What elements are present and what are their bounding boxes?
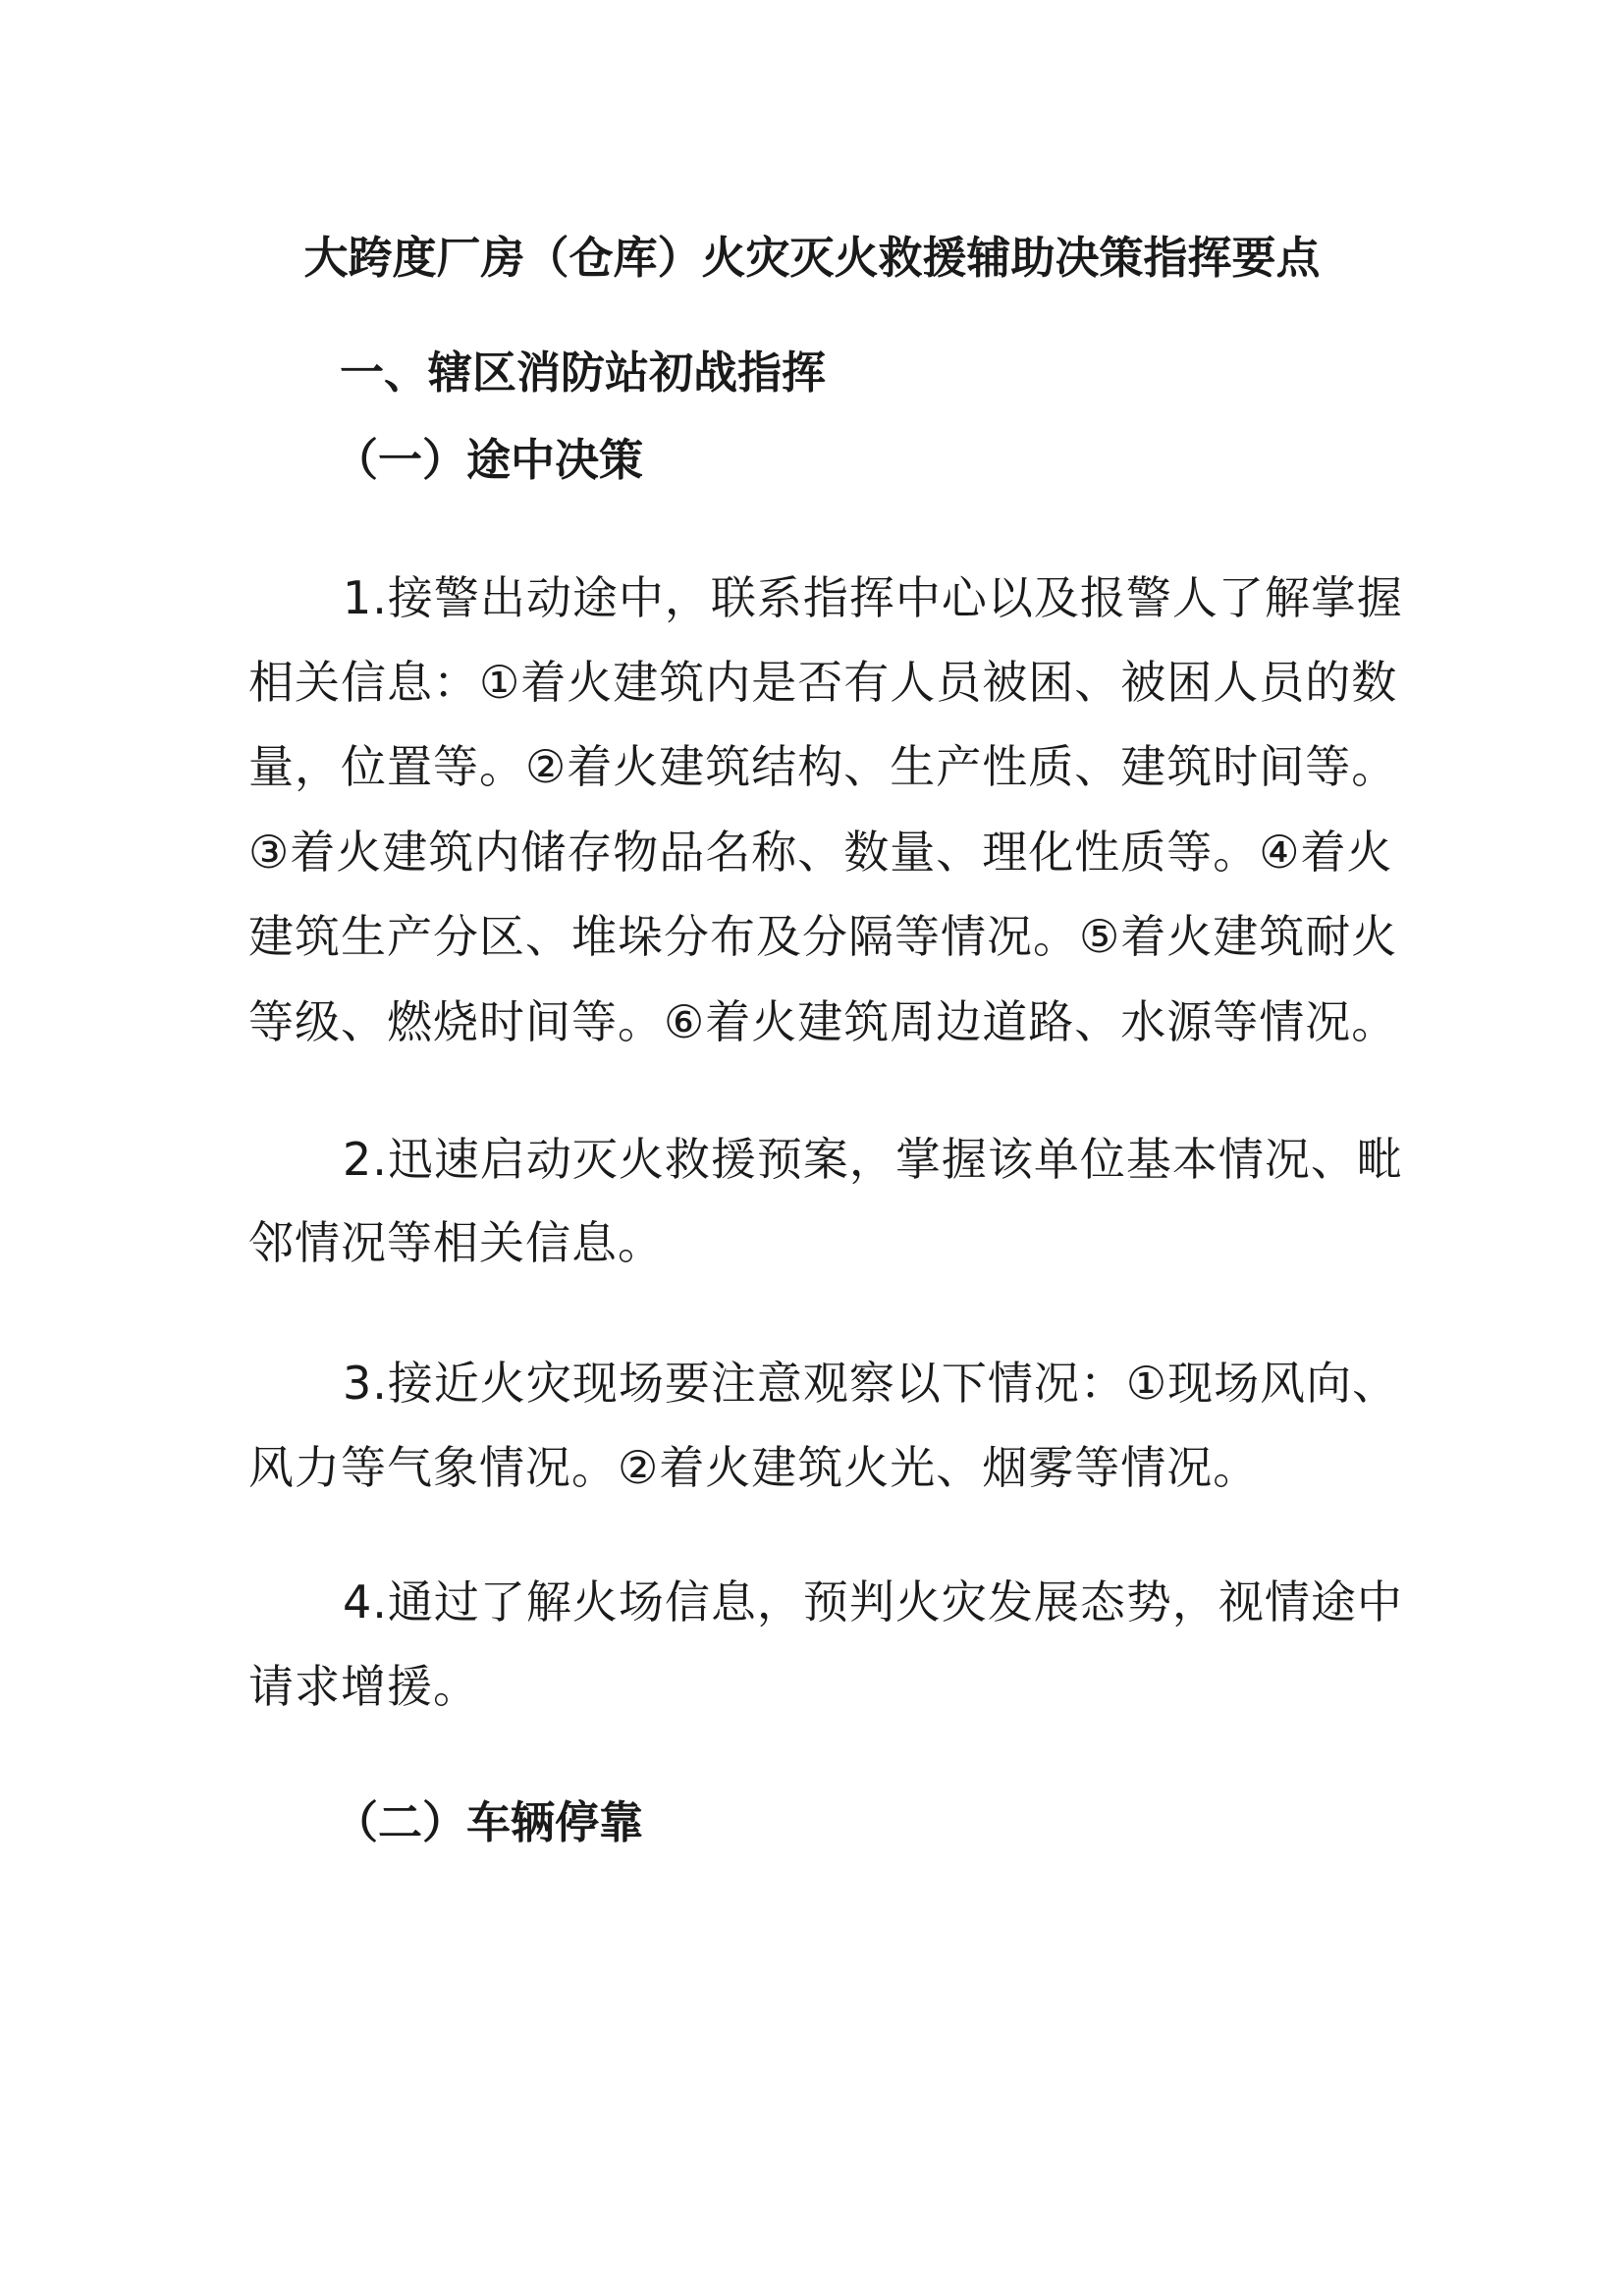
paragraph-line: 量，位置等。②着火建筑结构、生产性质、建筑时间等。: [248, 740, 1398, 793]
paragraph-line: 相关信息：①着火建筑内是否有人员被困、被困人员的数: [248, 656, 1398, 709]
subsection-heading-2: （二）车辆停靠: [334, 1796, 644, 1848]
paragraph-line: 请求增援。: [248, 1660, 479, 1713]
paragraph-line: 风力等气象情况。②着火建筑火光、烟雾等情况。: [248, 1441, 1260, 1494]
paragraph-line: 4.通过了解火场信息，预判火灾发展态势，视情途中: [343, 1575, 1403, 1629]
paragraph-line: 建筑生产分区、堆垛分布及分隔等情况。⑤着火建筑耐火: [248, 910, 1398, 963]
section-heading-1: 一、辖区消防站初战指挥: [340, 347, 827, 399]
paragraph-line: 3.接近火灾现场要注意观察以下情况：①现场风向、: [343, 1357, 1399, 1410]
paragraph-line: ③着火建筑内储存物品名称、数量、理化性质等。④着火: [248, 826, 1393, 879]
paragraph-line: 1.接警出动途中，联系指挥中心以及报警人了解掌握: [343, 571, 1403, 624]
paragraph-line: 等级、燃烧时间等。⑥着火建筑周边道路、水源等情况。: [248, 995, 1398, 1048]
document-title: 大跨度厂房（仓库）火灾灭火救援辅助决策指挥要点: [303, 232, 1321, 284]
paragraph-line: 2.迅速启动灭火救援预案，掌握该单位基本情况、毗: [343, 1133, 1403, 1186]
subsection-heading-1: （一）途中决策: [334, 434, 644, 486]
paragraph-line: 邻情况等相关信息。: [248, 1216, 664, 1269]
